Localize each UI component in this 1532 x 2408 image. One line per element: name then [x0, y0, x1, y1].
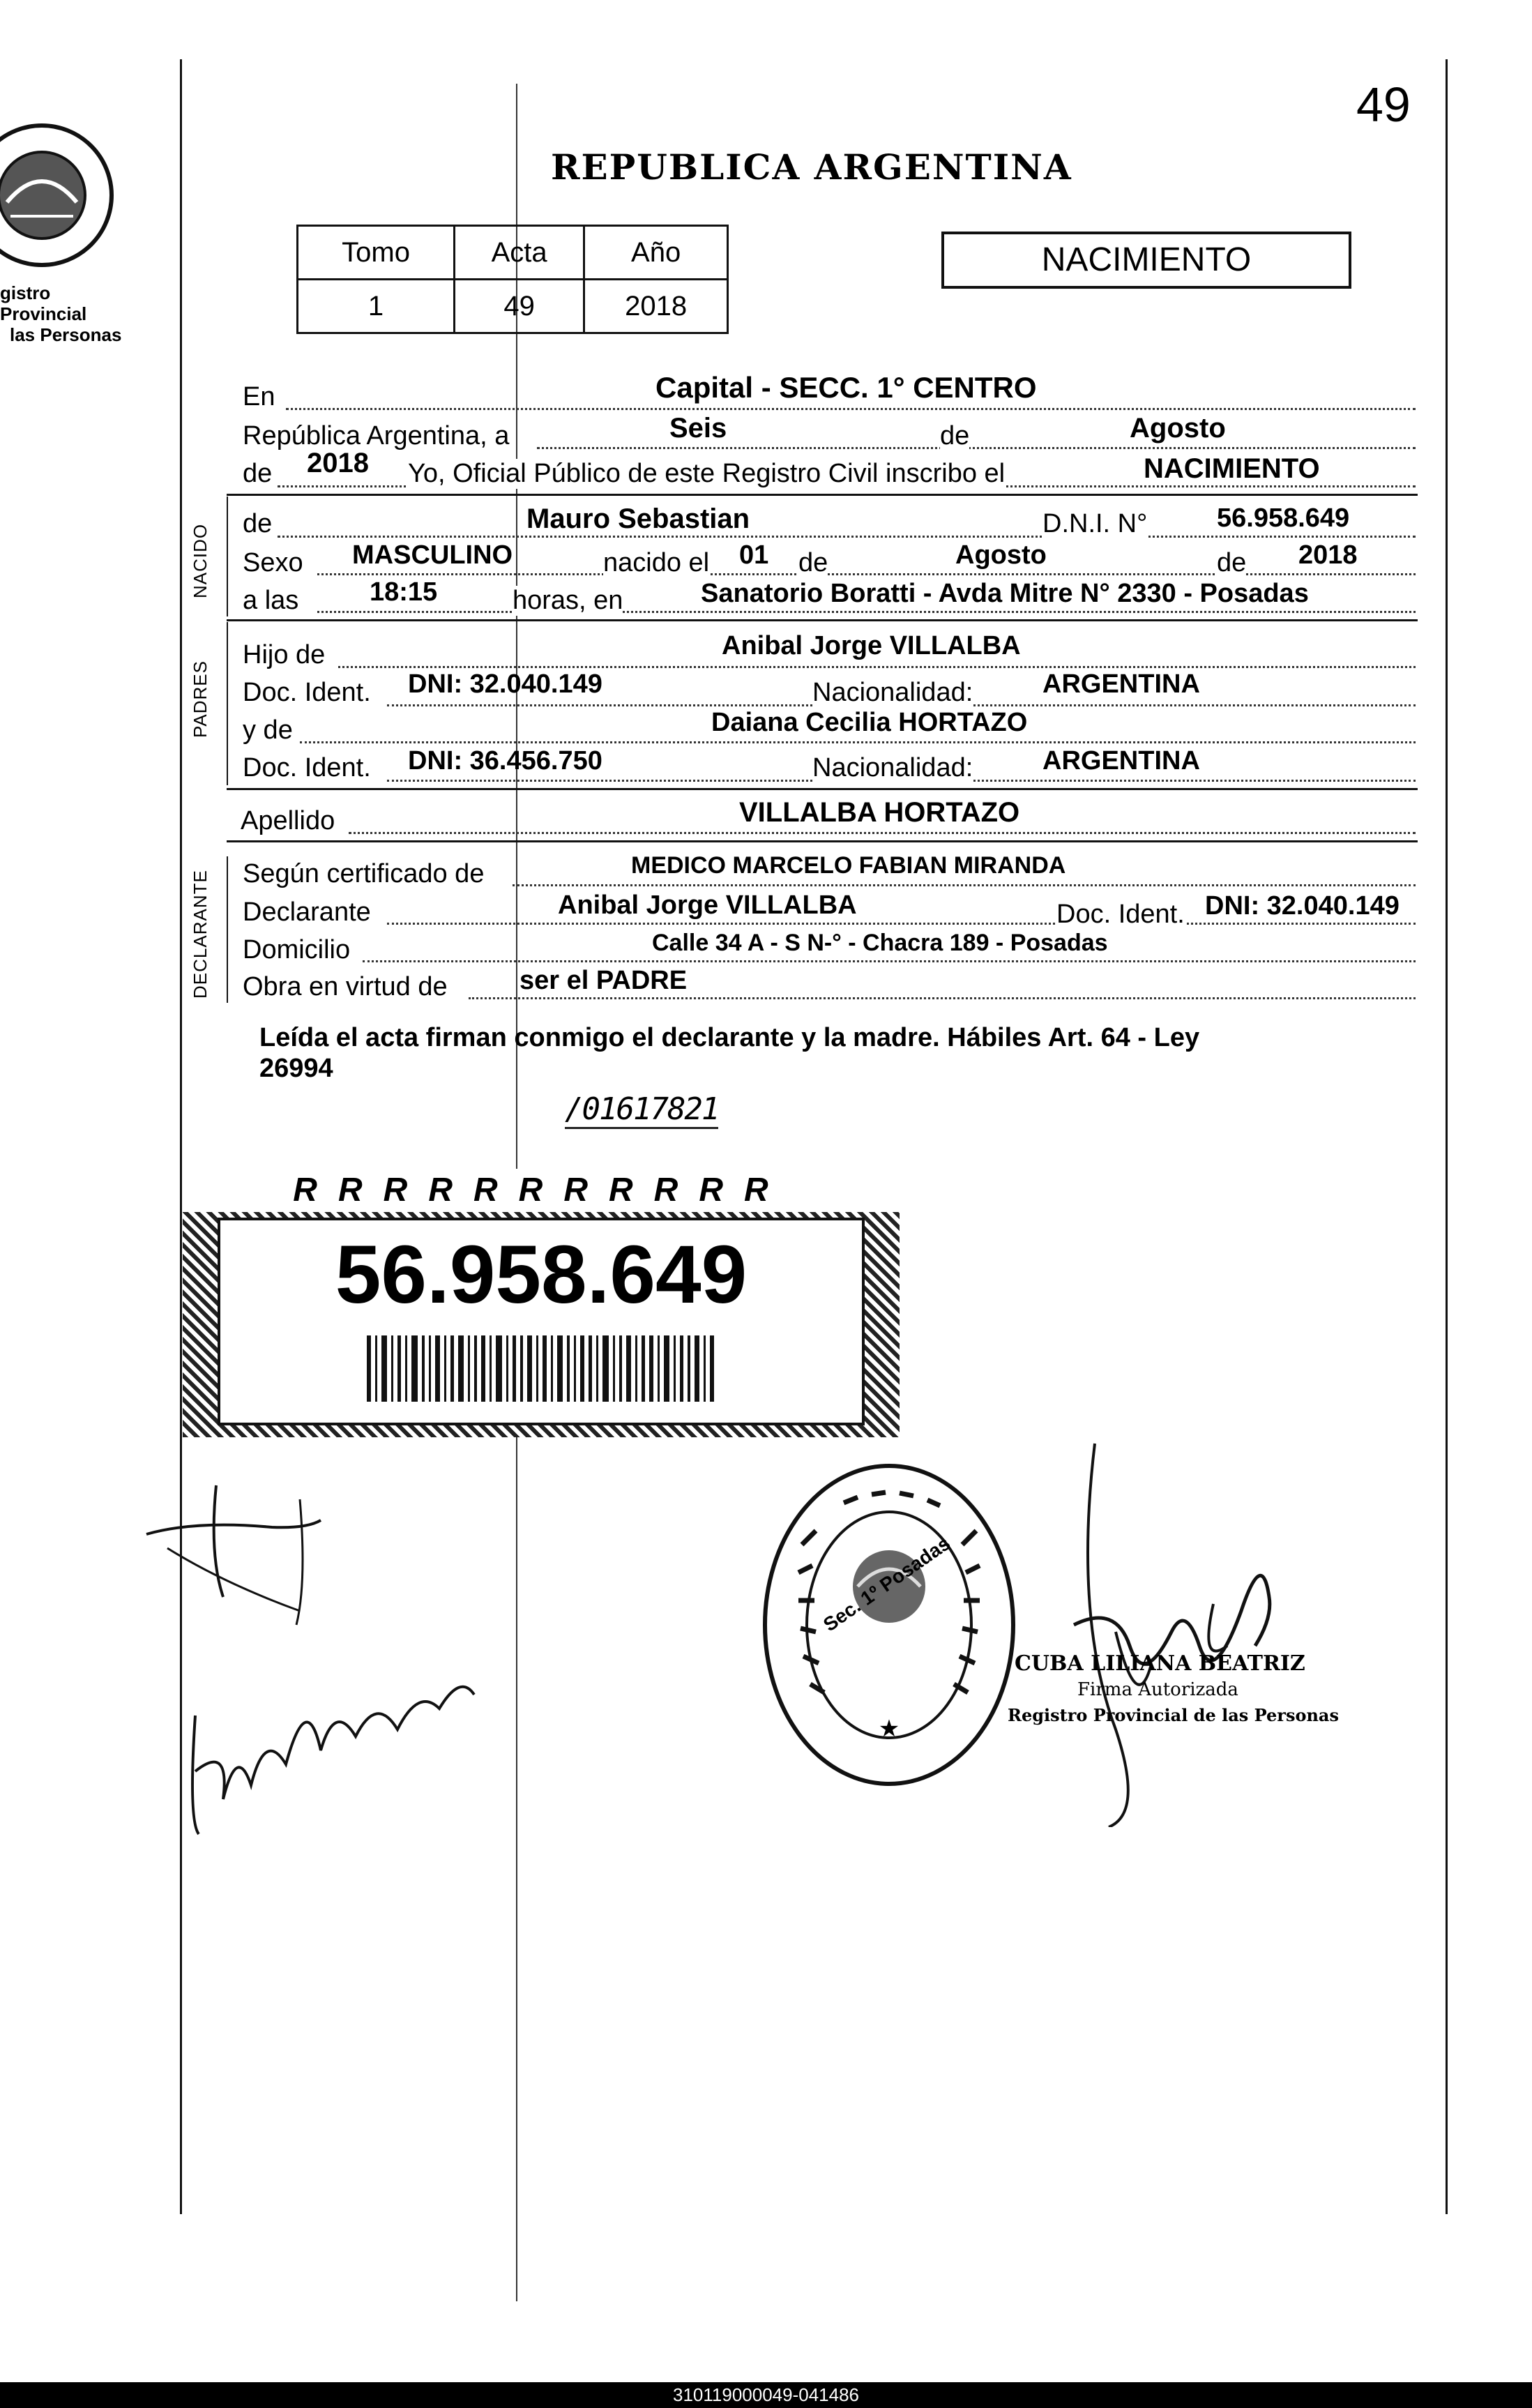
- ano-value: 2018: [584, 280, 728, 333]
- declarante-value: Anibal Jorge VILLALBA: [558, 891, 857, 920]
- father-doc: DNI: 32.040.149: [408, 669, 602, 699]
- birth-de-label: de: [798, 548, 828, 577]
- sticker-pattern-row: RRRRRRRRRRR: [183, 1169, 900, 1212]
- acta-value: 49: [455, 280, 584, 333]
- father-nationality: ARGENTINA: [1042, 669, 1200, 699]
- svg-text:★: ★: [878, 1716, 900, 1742]
- declarante-section-label: DECLARANTE: [190, 870, 211, 999]
- obra-value: ser el PADRE: [519, 966, 688, 995]
- id-sticker: [183, 1169, 900, 1437]
- oficial-text: Yo, Oficial Público de este Registro Civil inscribo el: [408, 459, 1006, 488]
- mother-doc-label: Doc. Ident.: [243, 753, 371, 782]
- mother-signature: [174, 1646, 495, 1848]
- birth-day: 01: [739, 540, 769, 570]
- apellido-label: Apellido: [241, 806, 335, 835]
- declarant-signature: [139, 1444, 363, 1653]
- official-seal: [760, 1461, 1018, 1789]
- nacido-de-label: de: [243, 509, 273, 538]
- official-registry: Registro Provincial de las Personas: [1008, 1705, 1339, 1725]
- place-value: Capital - SECC. 1° CENTRO: [655, 371, 1037, 404]
- sexo-value: MASCULINO: [352, 540, 513, 570]
- child-name: Mauro Sebastian: [526, 503, 750, 534]
- official-signature: [1032, 1437, 1325, 1827]
- yde-label: y de: [243, 715, 293, 745]
- registry-logo: [0, 112, 126, 279]
- birth-time: 18:15: [370, 577, 438, 607]
- seal-inner-text: Sec. 1º Posadas: [819, 1532, 955, 1636]
- divider-2: [227, 619, 1418, 621]
- footer-code: 310119000049-041486: [672, 2384, 859, 2405]
- official-role: Firma Autorizada: [1077, 1679, 1238, 1700]
- father-nat-label: Nacionalidad:: [812, 678, 973, 707]
- father-name: Anibal Jorge VILLALBA: [722, 631, 1021, 660]
- domicilio-value: Calle 34 A - S N-° - Chacra 189 - Posadas: [652, 930, 1108, 956]
- declarante-label: Declarante: [243, 898, 371, 927]
- alas-label: a las: [243, 586, 299, 615]
- divider-1: [227, 494, 1418, 496]
- birth-place: Sanatorio Boratti - Avda Mitre N° 2330 - Posadas: [701, 579, 1309, 608]
- left-border-line: [180, 59, 182, 2214]
- inscribe-value: NACIMIENTO: [1144, 453, 1320, 484]
- en-label: En: [243, 382, 275, 411]
- right-border-line: [1446, 59, 1448, 2214]
- tomo-value: 1: [298, 280, 455, 333]
- sticker-inner: [218, 1218, 865, 1425]
- de2-label: de: [243, 459, 273, 488]
- father-doc-label: Doc. Ident.: [243, 678, 371, 707]
- dni-label: D.N.I. N°: [1042, 509, 1148, 538]
- declarante-doc-label: Doc. Ident.: [1056, 900, 1185, 929]
- declarante-doc: DNI: 32.040.149: [1205, 891, 1400, 921]
- ano-header: Año: [584, 226, 728, 280]
- closing-text: Leída el acta firman conmigo el declarante y la madre. Hábiles Art. 64 - Ley 26994: [259, 1023, 1200, 1083]
- horas-label: horas, en: [513, 586, 623, 615]
- birth-year: 2018: [1298, 540, 1358, 570]
- birth-month: Agosto: [955, 540, 1047, 570]
- republica-label: República Argentina, a: [243, 421, 510, 450]
- sexo-label: Sexo: [243, 548, 303, 577]
- hijo-label: Hijo de: [243, 640, 326, 669]
- month-value: Agosto: [1130, 413, 1226, 444]
- divider-4: [227, 840, 1418, 842]
- tomo-header: Tomo: [298, 226, 455, 280]
- sticker-barcode: [367, 1335, 757, 1402]
- apellido-value: VILLALBA HORTAZO: [739, 797, 1020, 828]
- record-type-box: NACIMIENTO: [941, 232, 1351, 289]
- sticker-number: 56.958.649: [335, 1229, 748, 1321]
- mother-nationality: ARGENTINA: [1042, 746, 1200, 775]
- divider-3: [227, 788, 1418, 790]
- volume-table: [296, 225, 729, 334]
- nacido-el-label: nacido el: [603, 548, 710, 577]
- obra-label: Obra en virtud de: [243, 972, 448, 1001]
- domicilio-label: Domicilio: [243, 935, 351, 964]
- birth-de-label-2: de: [1217, 548, 1247, 577]
- mother-nat-label: Nacionalidad:: [812, 753, 973, 782]
- de-label: de: [940, 421, 970, 450]
- serial-number: /01617821: [565, 1091, 718, 1129]
- country-title: REPUBLICA ARGENTINA: [551, 146, 1072, 188]
- mother-doc: DNI: 36.456.750: [408, 746, 602, 775]
- cert-label: Según certificado de: [243, 859, 485, 888]
- page-number: 49: [1356, 77, 1411, 132]
- nacido-section-label: NACIDO: [190, 523, 211, 598]
- registry-name: gistro Provincial las Personas: [0, 282, 122, 345]
- official-name: CUBA LILIANA BEATRIZ: [1015, 1651, 1305, 1676]
- cert-value: MEDICO MARCELO FABIAN MIRANDA: [631, 852, 1066, 879]
- footer-bar: [0, 2382, 1532, 2408]
- acta-header: Acta: [455, 226, 584, 280]
- child-dni: 56.958.649: [1217, 503, 1350, 533]
- year-value: 2018: [307, 448, 369, 478]
- mother-name: Daiana Cecilia HORTAZO: [711, 708, 1028, 737]
- day-value: Seis: [669, 413, 727, 444]
- padres-section-label: PADRES: [190, 660, 211, 738]
